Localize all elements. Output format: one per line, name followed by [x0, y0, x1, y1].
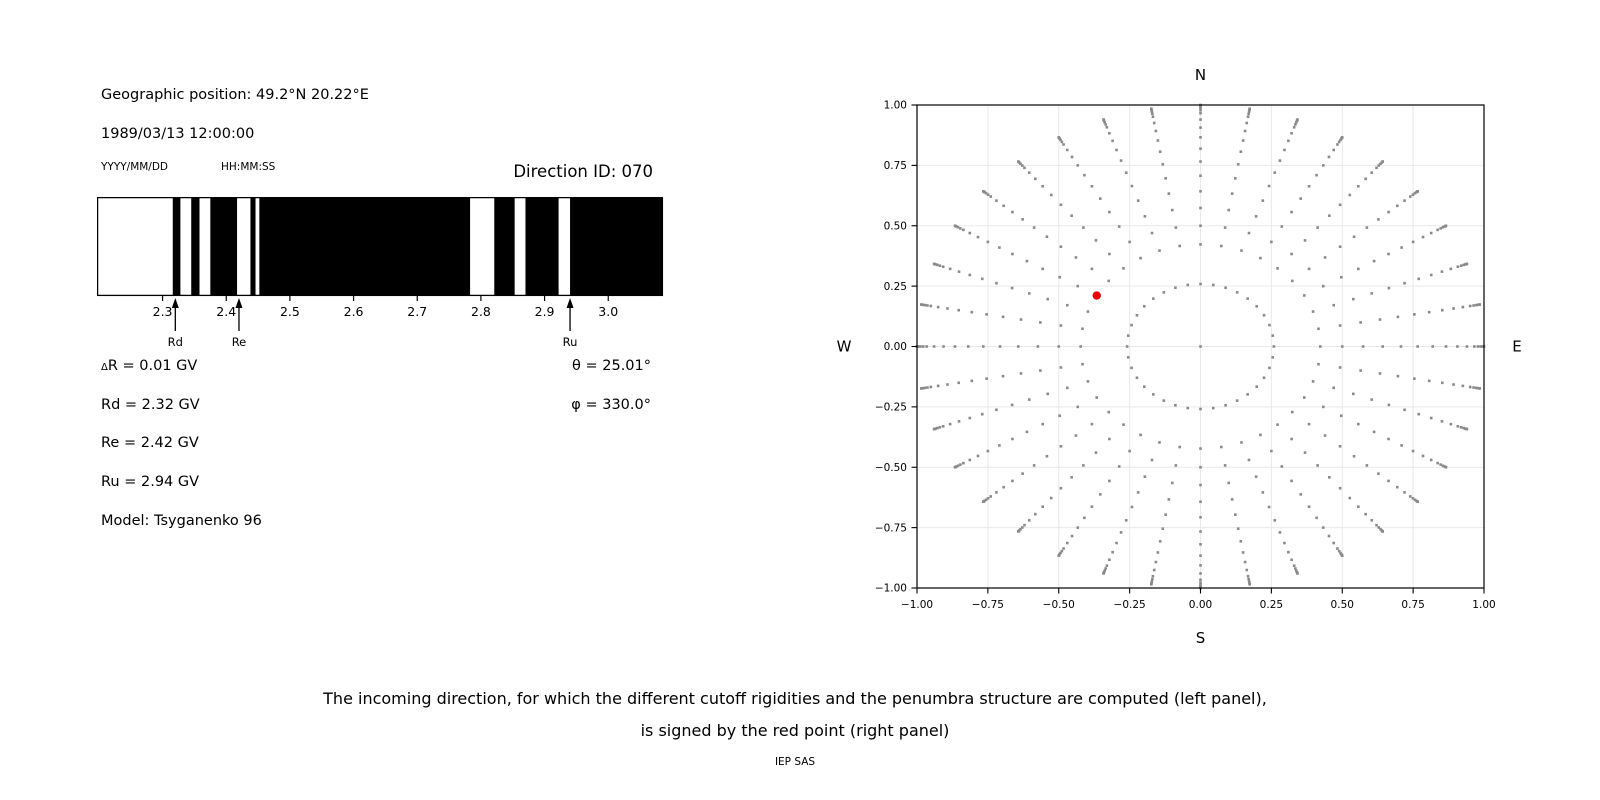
x-tick-label: −0.75 [971, 599, 1004, 611]
x-tick-label: −0.50 [1042, 599, 1075, 611]
penumbra-xtick-label: 2.8 [470, 304, 491, 319]
re-value: Re = 2.42 GV [101, 435, 199, 451]
y-tick-label: 0.25 [883, 280, 907, 293]
penumbra-xtick-label: 2.5 [279, 304, 300, 319]
penumbra-xtick-label: 2.3 [152, 304, 173, 319]
y-tick-label: 0.00 [883, 341, 907, 354]
compass-label-south: S [1195, 629, 1206, 647]
penumbra-xtick-label: 2.9 [534, 304, 555, 319]
penumbra-plot [97, 197, 697, 357]
x-tick-label: 1.00 [1472, 599, 1496, 611]
rd-value: Rd = 2.32 GV [101, 397, 200, 413]
compass-label-east: E [1512, 337, 1522, 356]
x-tick-label: 0.00 [1188, 599, 1213, 611]
penumbra-band [173, 197, 181, 296]
penumbra-xtick-label: 2.4 [216, 304, 237, 319]
penumbra-band [570, 197, 663, 296]
cutoff-arrow-label: Rd [167, 335, 183, 349]
selected-direction-red-point [1093, 291, 1101, 299]
penumbra-plot-svg [97, 197, 697, 357]
penumbra-xtick-label: 3.0 [598, 304, 619, 319]
x-tick-label: 0.25 [1259, 599, 1284, 611]
ru-value: Ru = 2.94 GV [101, 474, 200, 490]
delta-r-value: ΔR = 0.01 GV [101, 358, 198, 374]
x-tick-label: −0.25 [1113, 599, 1146, 611]
penumbra-band [250, 197, 255, 296]
direction-plot-svg [830, 55, 1530, 655]
penumbra-band [259, 197, 470, 296]
cutoff-arrow-label: Re [231, 335, 247, 349]
x-tick-label: −1.00 [900, 599, 934, 611]
y-tick-label: −1.00 [874, 582, 907, 595]
credit-text: IEP SAS [774, 756, 816, 768]
datetime-text: 1989/03/13 12:00:00 [101, 126, 255, 142]
geographic-position-text: Geographic position: 49.2°N 20.22°E [101, 87, 369, 103]
y-tick-label: 1.00 [883, 99, 907, 112]
caption-line-1: The incoming direction, for which the different cutoff rigidities and the penumbra structure are computed (left panel), [323, 689, 1267, 708]
y-tick-label: −0.25 [874, 401, 907, 414]
y-tick-label: 0.50 [883, 220, 907, 233]
penumbra-xtick-label: 2.6 [343, 304, 364, 319]
cutoff-arrow-label: Ru [562, 335, 578, 349]
y-tick-label: 0.75 [883, 160, 907, 173]
penumbra-xtick-label: 2.7 [407, 304, 428, 319]
x-tick-label: 0.75 [1401, 599, 1425, 611]
penumbra-band [525, 197, 558, 296]
delta-symbol: Δ [101, 362, 108, 373]
model-label: Model: Tsyganenko 96 [101, 513, 262, 529]
compass-label-west: W [836, 337, 852, 356]
direction-id-label: Direction ID: 070 [513, 162, 653, 181]
penumbra-band [494, 197, 514, 296]
compass-label-north: N [1194, 66, 1207, 84]
date-format-hint: YYYY/MM/DD [101, 161, 169, 173]
caption-line-2: is signed by the red point (right panel) [640, 721, 950, 740]
phi-value: φ = 330.0° [571, 397, 651, 413]
penumbra-band [210, 197, 237, 296]
y-tick-label: −0.75 [874, 522, 907, 535]
time-format-hint: HH:MM:SS [221, 161, 276, 173]
x-tick-label: 0.50 [1330, 599, 1354, 611]
direction-plot [830, 55, 1530, 655]
theta-value: θ = 25.01° [572, 358, 651, 374]
y-tick-label: −0.50 [874, 461, 907, 474]
penumbra-band [191, 197, 199, 296]
